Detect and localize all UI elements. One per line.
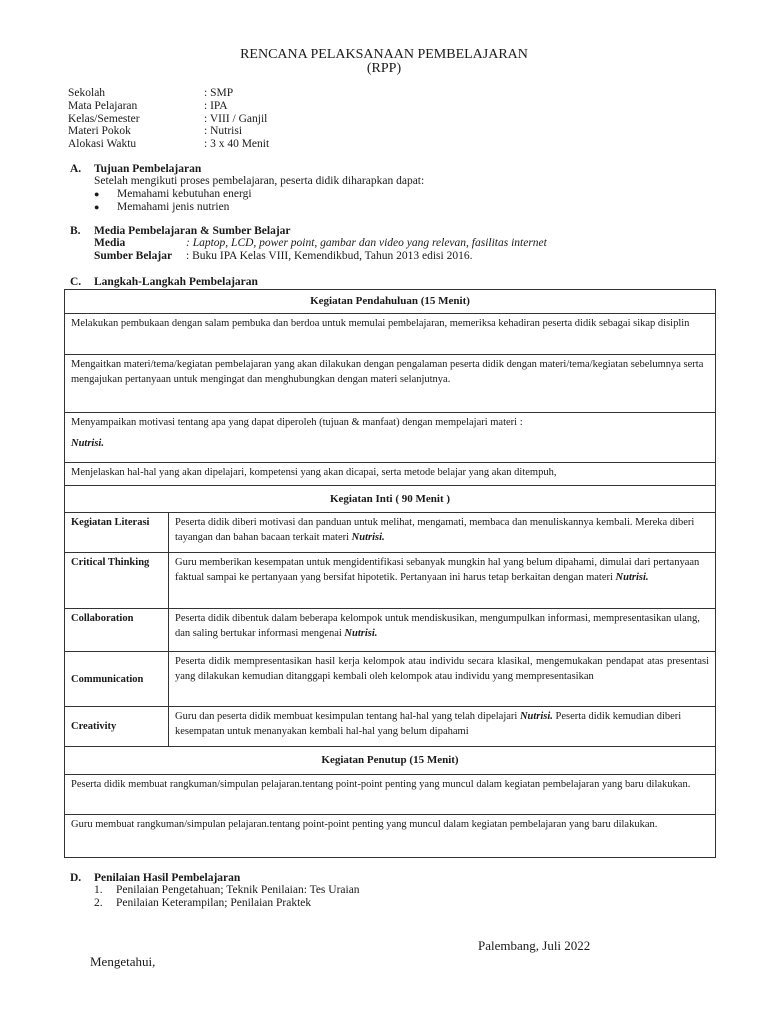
inti-header: Kegiatan Inti ( 90 Menit ) [65, 486, 716, 513]
bullet-dot-icon: ● [94, 189, 100, 199]
inti-label: Kegiatan Literasi [65, 513, 169, 553]
inti-text: Peserta didik dibentuk dalam beberapa kelompok untuk mendiskusikan, mengumpulkan informasi, mempresentasikan ulang, dan saling bertukar informasi mengenai Nutrisi. [169, 609, 716, 652]
document-title: RENCANA PELAKSANAAN PEMBELAJARAN [240, 47, 528, 62]
penutup-header: Kegiatan Penutup (15 Menit) [65, 747, 716, 775]
info-row-sekolah [68, 87, 269, 100]
motivasi-topic: Nutrisi. [71, 438, 104, 449]
info-key: Mata Pelajaran [68, 99, 138, 112]
motivasi-row: Menyampaikan motivasi tentang apa yang dapat diperoleh (tujuan & manfaat) dengan mempelajari materi : Nutrisi. [65, 413, 716, 463]
info-row-materi [68, 125, 269, 138]
section-heading: A. Tujuan Pembelajaran [70, 163, 202, 175]
section-heading: B. Media Pembelajaran & Sumber Belajar [70, 225, 291, 237]
media-value: : Laptop, LCD, power point, gambar dan video yang relevan, fasilitas internet [186, 237, 547, 249]
place-date: Palembang, Juli 2022 [478, 938, 591, 953]
inti-label: Collaboration [65, 609, 169, 652]
list-item: 1. Penilaian Pengetahuan; Teknik Penilaian: Tes Uraian [94, 884, 360, 896]
section-intro: Setelah mengikuti proses pembelajaran, peserta didik diharapkan dapat: [94, 175, 425, 187]
media-grid [70, 237, 547, 263]
bullet-item: ● Memahami kebutuhan energi [94, 188, 252, 200]
info-value: : 3 x 40 Menit [204, 138, 270, 151]
penilaian-list [70, 884, 360, 910]
inti-text: Peserta didik mempresentasikan hasil kerja kelompok atau individu secara klasikal, mengemukakan pendapat atas presentasi yang dilakukan kemudian ditanggapi kembali oleh kelompok atau individu yang mempresentasikan [169, 652, 716, 707]
info-value: : IPA [204, 99, 228, 112]
section-langkah [70, 276, 258, 288]
info-value: : SMP [204, 87, 234, 99]
info-key: Sekolah [68, 87, 106, 99]
info-row-alokasi [68, 138, 269, 151]
inti-label: Creativity [65, 707, 169, 747]
acknowledge-label: Mengetahui, [90, 954, 156, 969]
bullet-dot-icon: ● [94, 202, 100, 212]
section-heading: C. Langkah-Langkah Pembelajaran [70, 276, 258, 288]
info-key: Alokasi Waktu [68, 138, 137, 151]
kompetensi-row: Menjelaskan hal-hal yang akan dipelajari, kompetensi yang akan dicapai, serta metode belajar yang akan ditempuh, [65, 463, 716, 486]
penutup-row: Guru membuat rangkuman/simpulan pelajaran.tentang point-point penting yang muncul dalam kegiatan pembelajaran yang baru dilakukan. [65, 815, 716, 858]
bullet-item: ● Memahami jenis nutrien [94, 201, 230, 213]
sumber-value: : Buku IPA Kelas VIII, Kemendikbud, Tahun 2013 edisi 2016. [186, 250, 473, 262]
inti-text: Guru memberikan kesempatan untuk mengidentifikasi sebanyak mungkin hal yang belum dipahami, dimulai dari pertanyaan faktual sampai ke pertanyaan yang bersifat hipotetik. Pertanyaan ini harus tetap berkaitan dengan materi Nutrisi. [169, 553, 716, 609]
pendahuluan-header: Kegiatan Pendahuluan (15 Menit) [65, 290, 716, 314]
info-key: Kelas/Semester [68, 112, 140, 125]
pendahuluan-row: Melakukan pembukaan dengan salam pembuka dan berdoa untuk memulai pembelajaran, memeriksa kehadiran peserta didik sebagai sikap disiplin [65, 314, 716, 355]
inti-label: Critical Thinking [65, 553, 169, 609]
activity-table [64, 289, 716, 858]
penutup-row: Peserta didik membuat rangkuman/simpulan pelajaran.tentang point-point penting yang muncul dalam kegiatan pembelajaran yang baru dilakukan. [65, 775, 716, 815]
section-tujuan [70, 163, 424, 214]
inti-text: Peserta didik diberi motivasi dan panduan untuk melihat, mengamati, membaca dan menuliskannya kembali. Mereka diberi tayangan dan bahan bacaan terkait materi Nutrisi. [169, 513, 716, 553]
pendahuluan-row: Mengaitkan materi/tema/kegiatan pembelajaran yang akan dilakukan dengan pengalaman peserta didik dengan materi/tema/kegiatan sebelumnya serta mengajukan pertanyaan untuk mengingat dan menghubungkan dengan materi selanjutnya. [65, 355, 716, 413]
info-row-mapel [68, 100, 269, 113]
list-item: 2. Penilaian Keterampilan; Penilaian Praktek [94, 897, 312, 909]
info-value: : Nutrisi [204, 125, 243, 138]
inti-text: Guru dan peserta didik membuat kesimpulan tentang hal-hal yang telah dipelajari Nutrisi. Peserta didik kemudian diberi kesempatan untuk menanyakan kembali hal-hal yang belum dipahami [169, 707, 716, 747]
identity-block [68, 87, 269, 151]
media-label: Media [94, 237, 126, 249]
section-penilaian [70, 872, 360, 910]
inti-label: Communication [65, 652, 169, 707]
sumber-label: Sumber Belajar [94, 250, 173, 262]
info-row-kelas [68, 113, 269, 126]
document-subtitle: (RPP) [366, 61, 402, 76]
info-key: Materi Pokok [68, 125, 131, 138]
info-value: : VIII / Ganjil [204, 112, 268, 125]
section-media [70, 225, 547, 263]
section-heading: D. Penilaian Hasil Pembelajaran [70, 872, 241, 884]
